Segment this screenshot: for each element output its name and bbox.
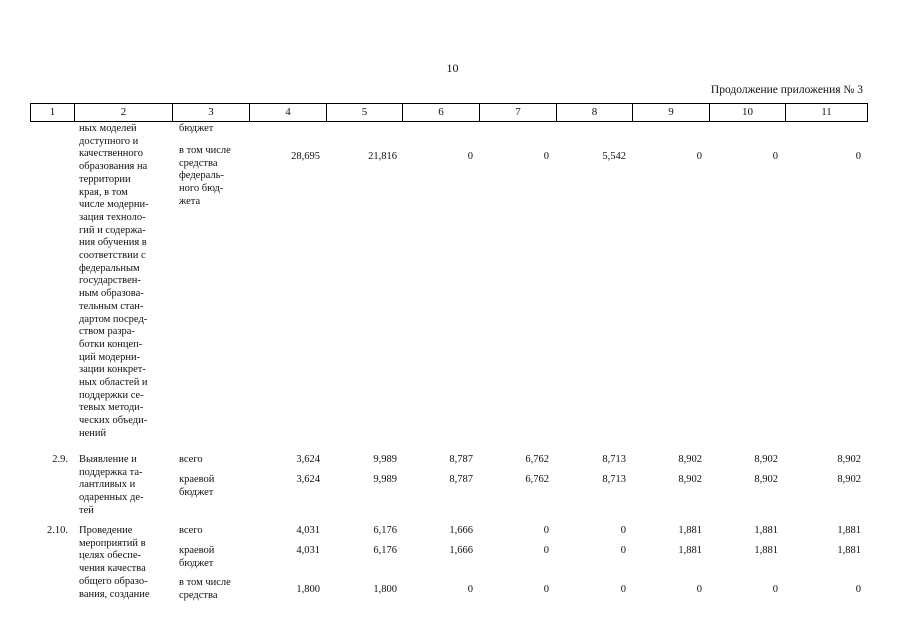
cell-value: 28,695 — [291, 151, 320, 162]
cell-value: 4,031 — [296, 545, 320, 556]
cell-value: 1,800 — [373, 584, 397, 595]
cell-value: 0 — [543, 151, 549, 162]
column-header: 9 — [633, 104, 710, 121]
column-header: 3 — [173, 104, 250, 121]
cell-value: 8,713 — [602, 474, 626, 485]
cell-value: 1,881 — [678, 545, 702, 556]
cell-value: 8,713 — [602, 454, 626, 465]
cell-value: 1,881 — [678, 525, 702, 536]
column-header: 8 — [557, 104, 633, 121]
cell-value: 8,787 — [449, 474, 473, 485]
cell-value: 6,762 — [525, 454, 549, 465]
cell-value: 8,902 — [754, 474, 778, 485]
cell-value: 6,762 — [525, 474, 549, 485]
cell-value: 0 — [772, 584, 778, 595]
page-number: 10 — [446, 61, 459, 75]
cell-value: 8,902 — [837, 474, 861, 485]
cell-value: 1,666 — [449, 525, 473, 536]
row-source: краевой бюджет — [179, 545, 215, 569]
row-name: Выявление и поддержка та- лантливых и одаренных де- тей — [79, 454, 144, 516]
cell-value: 0 — [620, 584, 626, 595]
cell-value: 0 — [620, 545, 626, 556]
cell-value: 0 — [543, 545, 549, 556]
cell-value: 21,816 — [368, 151, 397, 162]
row-number: 2.9. — [52, 454, 68, 465]
continuation-label: Продолжение приложения № 3 — [710, 84, 863, 96]
row-source: бюджет — [179, 123, 214, 134]
cell-value: 0 — [772, 151, 778, 162]
cell-value: 4,031 — [296, 525, 320, 536]
row-source: всего — [179, 454, 203, 465]
cell-value: 0 — [543, 525, 549, 536]
column-header: 4 — [250, 104, 327, 121]
cell-value: 8,902 — [678, 474, 702, 485]
cell-value: 1,881 — [754, 545, 778, 556]
cell-value: 3,624 — [296, 474, 320, 485]
column-header: 1 — [31, 104, 75, 121]
cell-value: 1,881 — [754, 525, 778, 536]
row-number: 2.10. — [47, 525, 68, 536]
column-header: 5 — [327, 104, 403, 121]
cell-value: 0 — [467, 584, 473, 595]
row-name: Проведение мероприятий в целях обеспе- чения качества общего образо- вания, создание — [79, 525, 150, 600]
cell-value: 0 — [855, 584, 861, 595]
row-source: в том числе средства — [179, 577, 231, 601]
cell-value: 9,989 — [373, 474, 397, 485]
cell-value: 0 — [696, 584, 702, 595]
cell-value: 5,542 — [602, 151, 626, 162]
cell-value: 0 — [696, 151, 702, 162]
cell-value: 3,624 — [296, 454, 320, 465]
cell-value: 1,666 — [449, 545, 473, 556]
cell-value: 0 — [543, 584, 549, 595]
cell-value: 8,787 — [449, 454, 473, 465]
column-header: 6 — [403, 104, 480, 121]
row-name: ных моделей доступного и качественного образования на территории края, в том числе модерни- зация техноло- гий и содержа- ния обучения в соответствии с федеральным государствен- ным образова- тельным стан- дартом посред- ством разра- ботки концеп- ций модерни- зации конкрет- ных областей и поддержки се- тевых методи- ческих объеди- нений — [79, 123, 149, 439]
column-header: 11 — [821, 106, 832, 118]
row-source: краевой бюджет — [179, 474, 215, 498]
column-header: 10 — [710, 104, 786, 121]
cell-value: 8,902 — [754, 454, 778, 465]
column-header: 7 — [480, 104, 557, 121]
row-source: в том числе средства федераль- ного бюд- жета — [179, 145, 231, 207]
cell-value: 0 — [467, 151, 473, 162]
table-header — [30, 103, 868, 122]
cell-value: 1,800 — [296, 584, 320, 595]
row-source: всего — [179, 525, 203, 536]
cell-value: 6,176 — [373, 545, 397, 556]
cell-value: 0 — [855, 151, 861, 162]
cell-value: 8,902 — [678, 454, 702, 465]
cell-value: 8,902 — [837, 454, 861, 465]
cell-value: 1,881 — [837, 525, 861, 536]
cell-value: 0 — [620, 525, 626, 536]
cell-value: 6,176 — [373, 525, 397, 536]
column-header: 2 — [75, 104, 173, 121]
cell-value: 9,989 — [373, 454, 397, 465]
cell-value: 1,881 — [837, 545, 861, 556]
